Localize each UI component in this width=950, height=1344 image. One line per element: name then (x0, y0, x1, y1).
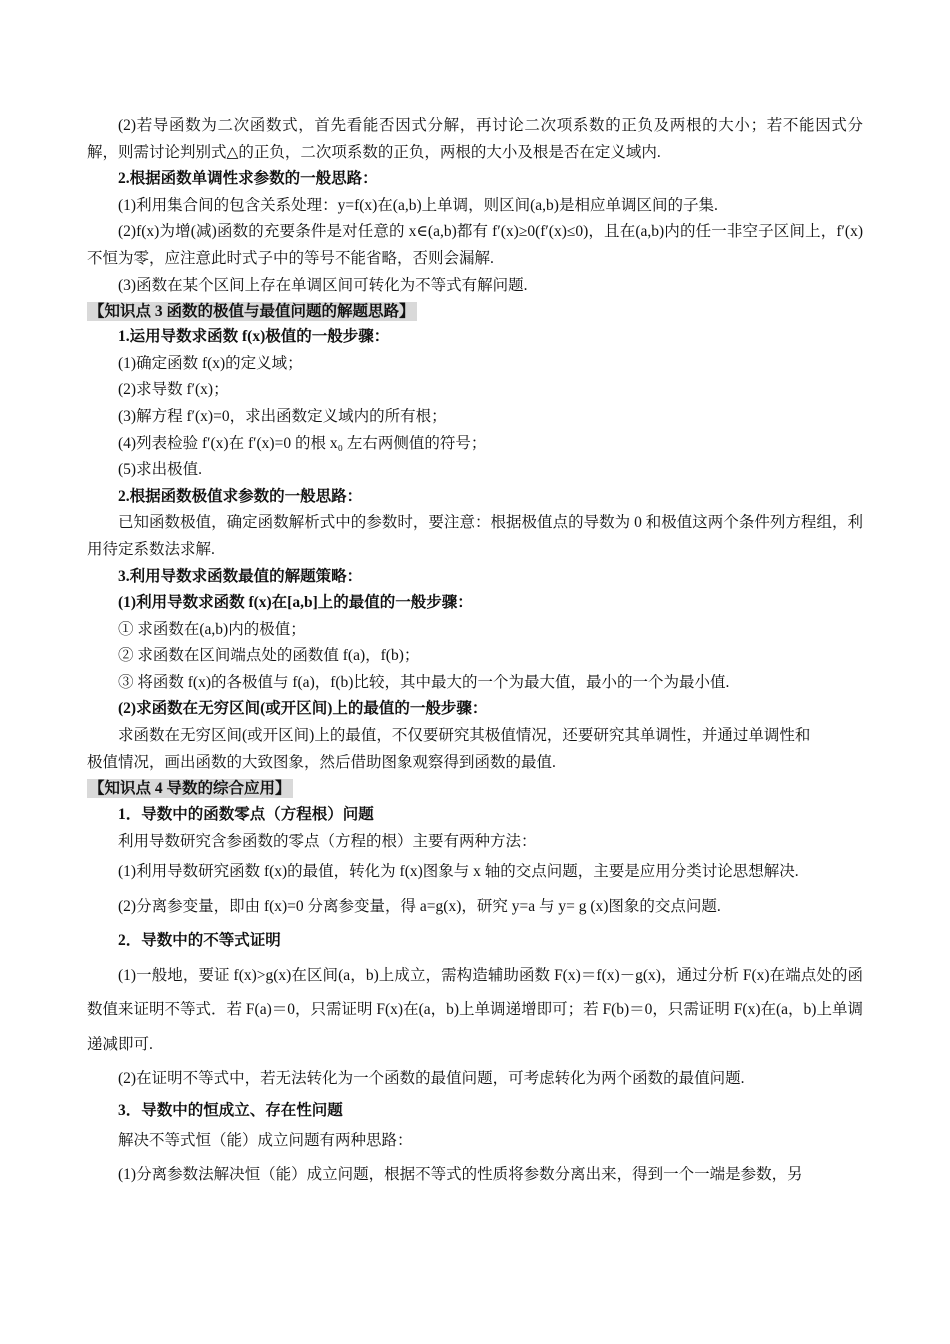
paragraph: (2)f(x)为增(减)函数的充要条件是对任意的 x∈(a,b)都有 f′(x)≥0(f′(x)≤0)，且在(a,b)内的任一非空子区间上，f′(x)不恒为零，应注意此时式子中的等号不能省略，否则会漏解. (87, 223, 863, 267)
step: (2)求导数 f′(x)； (118, 381, 229, 399)
paragraph: 利用导数研究含参函数的零点（方程的根）主要有两种方法： (118, 833, 537, 851)
paragraph: 解决不等式恒（能）成立问题有两种思路： (118, 1131, 413, 1149)
subheading: (2)求函数在无穷区间(或开区间)上的最值的一般步骤： (118, 700, 488, 718)
step: (1)确定函数 f(x)的定义域； (118, 354, 303, 372)
section-4 (87, 776, 863, 1193)
paragraph: 极值情况，画出函数的大致图象，然后借助图象观察得到函数的最值. (87, 753, 556, 771)
heading: 1．导数中的函数零点（方程根）问题 (118, 806, 374, 824)
section-header-4: 【知识点 4 导数的综合应用】 (89, 780, 291, 798)
section-header-3: 【知识点 3 函数的极值与最值问题的解题思路】 (89, 303, 415, 321)
paragraph: (2)若导函数为二次函数式，首先看能否因式分解，再讨论二次项系数的正负及两根的大小；若不能因式分解，则需讨论判别式△的正负，二次项系数的正负，两根的大小及根是否在定义域内. (87, 117, 863, 161)
heading: 2．导数中的不等式证明 (118, 932, 281, 950)
paragraph: (1)利用集合间的包含关系处理：y=f(x)在(a,b)上单调，则区间(a,b)是相应单调区间的子集. (118, 196, 718, 214)
step: (3)解方程 f′(x)=0，求出函数定义域内的所有根； (118, 407, 447, 425)
step: ① 求函数在(a,b)内的极值； (118, 620, 306, 638)
heading: 2.根据函数单调性求参数的一般思路： (118, 170, 378, 188)
heading: 2.根据函数极值求参数的一般思路： (118, 487, 363, 505)
step: ③ 将函数 f(x)的各极值与 f(a)，f(b)比较，其中最大的一个为最大值，最小的一个为最小值. (118, 673, 730, 691)
paragraph: 求函数在无穷区间(或开区间)上的最值，不仅要研究其极值情况，还要研究其单调性，并通过单调性和 (118, 727, 811, 745)
heading: 3.利用导数求函数最值的解题策略： (118, 567, 363, 585)
paragraph: 已知函数极值，确定函数解析式中的参数时，要注意：根据极值点的导数为 0 和极值这两个条件列方程组，利用待定系数法求解. (87, 514, 863, 558)
paragraph: (1)利用导数研究函数 f(x)的最值，转化为 f(x)图象与 x 轴的交点问题，主要是应用分类讨论思想解决. (118, 863, 799, 881)
heading: 1.运用导数求函数 f(x)极值的一般步骤： (118, 328, 390, 346)
paragraph: (1)分离参数法解决恒（能）成立问题，根据不等式的性质将参数分离出来，得到一个一端是参数，另 (118, 1166, 803, 1184)
paragraph: (2)分离参变量，即由 f(x)=0 分离参变量，得 a=g(x)，研究 y=a 与 y= g (x)图象的交点问题. (118, 897, 721, 915)
step: ② 求函数在区间端点处的函数值 f(a)，f(b)； (118, 647, 420, 665)
paragraph: (2)在证明不等式中，若无法转化为一个函数的最值问题，可考虑转化为两个函数的最值问题. (118, 1070, 745, 1088)
step: (4)列表检验 f′(x)在 f′(x)=0 的根 x₀ 左右两侧值的符号； (118, 434, 487, 452)
subheading: (1)利用导数求函数 f(x)在[a,b]上的最值的一般步骤： (118, 594, 473, 612)
paragraph: (3)函数在某个区间上存在单调区间可转化为不等式有解问题. (118, 276, 528, 294)
document-page (87, 113, 863, 1193)
paragraph: (1)一般地，要证 f(x)>g(x)在区间(a，b)上成立，需构造辅助函数 F(x)＝f(x)－g(x)，通过分析 F(x)在端点处的函数值来证明不等式．若 F(a)＝0，只需证明 F(x)在(a，b)上单调递增即可；若 F(b)＝0，只需证明 F(x)在(a，b)上单调递减即可. (87, 966, 863, 1053)
heading: 3．导数中的恒成立、存在性问题 (118, 1101, 343, 1119)
step: (5)求出极值. (118, 461, 202, 479)
